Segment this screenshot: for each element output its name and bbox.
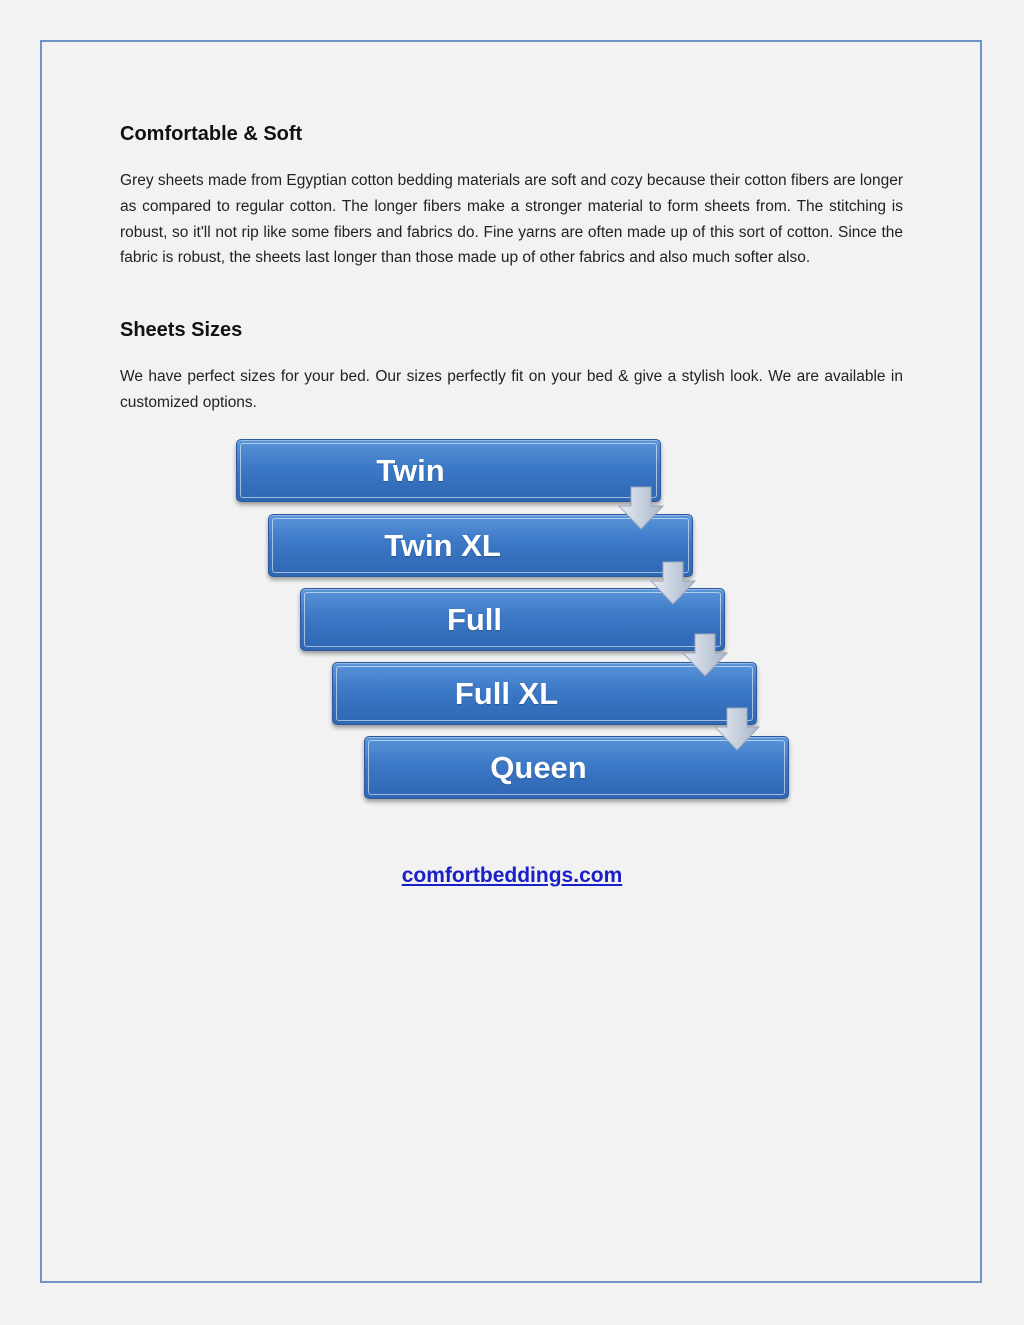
comfortbeddings-link[interactable]: comfortbeddings.com [401,864,623,887]
heading-sheets-sizes: Sheets Sizes [120,319,243,341]
heading-comfortable-soft: Comfortable & Soft [120,123,303,145]
step-label: Full XL [454,675,559,711]
paragraph-sheets-sizes: We have perfect sizes for your bed. Our sizes perfectly fit on your bed & give a stylish look. We are available in customized options. [120,368,903,411]
paragraph-comfortable-soft: Grey sheets made from Egyptian cotton bedding materials are soft and cozy because their cotton fibers are longer as compared to regular cotton. The longer fibers make a stronger material to form sheets from. The stitching is robust, so it'll not rip like some fibers and fabrics do. Fine yarns are often made up of this sort of cotton. Since the fabric is robust, the sheets last longer than those made up of other fabrics and also much softer also. [120,172,903,267]
step-label: Twin XL [384,527,501,563]
step-label: Twin [376,452,445,488]
step-label: Full [446,601,503,637]
step-label: Queen [490,749,587,785]
